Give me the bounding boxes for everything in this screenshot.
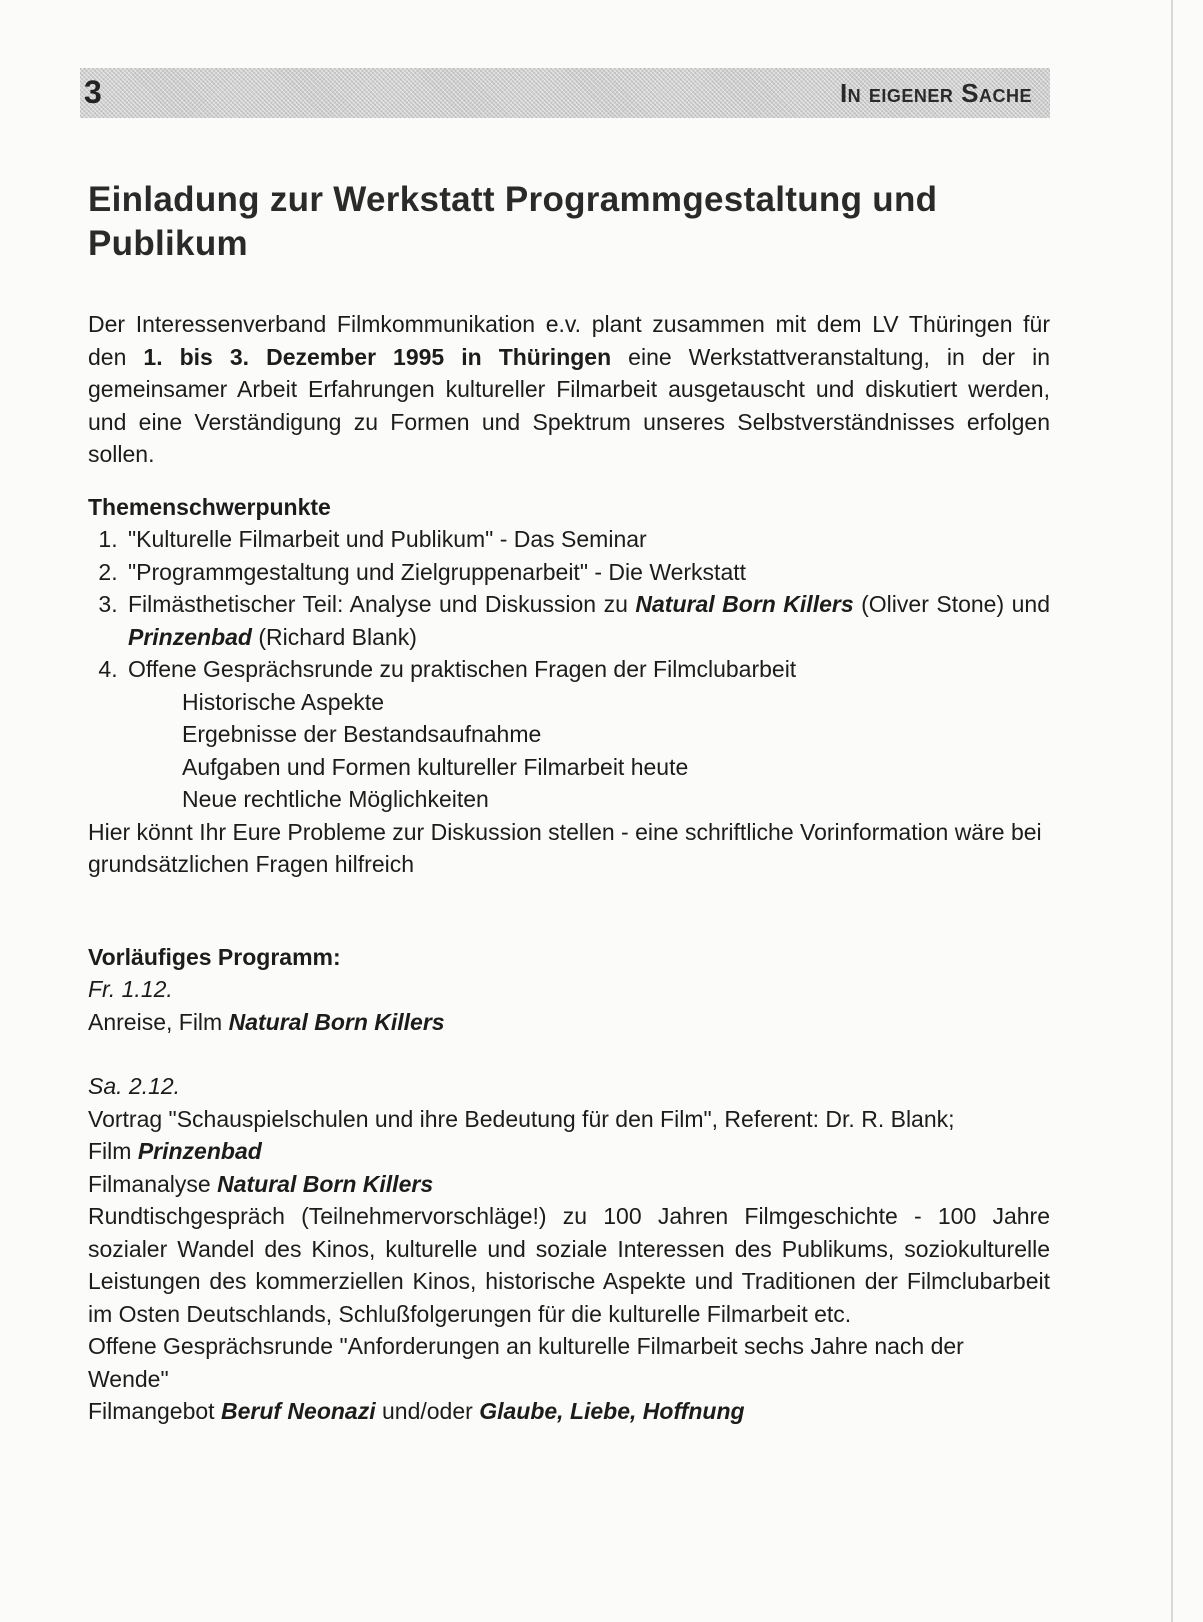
page-edge bbox=[1171, 0, 1173, 1622]
film-title-glaube-liebe-hoffnung: Glaube, Liebe, Hoffnung bbox=[479, 1398, 745, 1424]
article-title: Einladung zur Werkstatt Programmgestaltung und Publikum bbox=[88, 180, 938, 263]
theme-item-1-text: "Kulturelle Filmarbeit und Publikum" - Das Seminar bbox=[128, 526, 647, 552]
section-label: In eigener Sache bbox=[839, 78, 1032, 108]
program-day-saturday: Sa. 2.12. bbox=[88, 1073, 181, 1099]
saturday-open-round: Offene Gesprächsrunde "Anforderungen an kulturelle Filmarbeit sechs Jahre nach der Wende" bbox=[88, 1333, 964, 1392]
film-title-beruf-neonazi: Beruf Neonazi bbox=[220, 1398, 376, 1424]
intro-paragraph bbox=[88, 308, 1050, 471]
film-title-natural-born-killers: Natural Born Killers bbox=[217, 1170, 434, 1197]
film-offer-label: Filmangebot bbox=[88, 1398, 221, 1424]
program-heading: Vorläufiges Programm: bbox=[88, 943, 341, 970]
film-offer-conjunction: und/oder bbox=[375, 1398, 480, 1424]
film-title-prinzenbad: Prinzenbad bbox=[128, 623, 252, 650]
intro-date-bold: 1. bis 3. Dezember 1995 in Thüringen bbox=[143, 343, 612, 370]
spacer bbox=[88, 881, 1050, 941]
subitem: Neue rechtliche Möglichkeiten bbox=[182, 786, 489, 812]
spacer bbox=[88, 1038, 1050, 1070]
theme-item-2-text: "Programmgestaltung und Zielgruppenarbeit" - Die Werkstatt bbox=[128, 558, 747, 585]
saturday-film-label: Film bbox=[88, 1138, 138, 1164]
discussion-note: Hier könnt Ihr Eure Probleme zur Diskussion stellen - eine schriftliche Vorinformation wäre bei grundsätzlichen Fragen hilfreich bbox=[88, 818, 1042, 877]
intro-text-start: Der Interessenverband Filmkommunikation e.v. plant zusammen mit dem LV Thüringen für den bbox=[88, 311, 1050, 370]
intro-text-end: eine Werkstattveranstaltung, in der in gemeinsamer Arbeit Erfahrungen kultureller Filmarbeit ausgetauscht und diskutiert werden, und eine Verständigung zu Formen und Spektrum unseres Selbstverständnisses erfolgen sollen. bbox=[88, 343, 1050, 467]
page-number: 3 bbox=[84, 74, 102, 110]
theme-item-4-text: Offene Gesprächsrunde zu praktischen Fragen der Filmclubarbeit bbox=[128, 656, 797, 682]
saturday-film-line bbox=[88, 1135, 1050, 1168]
section-header-bar bbox=[80, 68, 1050, 118]
theme-item-2 bbox=[124, 556, 1050, 589]
subitem: Ergebnisse der Bestandsaufnahme bbox=[182, 721, 542, 747]
theme-item-3 bbox=[124, 588, 1050, 653]
themes-list bbox=[88, 523, 1050, 686]
film-title-natural-born-killers: Natural Born Killers bbox=[228, 1008, 445, 1035]
saturday-analysis-line bbox=[88, 1168, 1050, 1201]
film-title-natural-born-killers: Natural Born Killers bbox=[635, 591, 854, 617]
subitem: Aufgaben und Formen kultureller Filmarbeit heute bbox=[182, 753, 689, 780]
theme-4-subitems bbox=[88, 686, 1050, 816]
saturday-film-offer bbox=[88, 1395, 1050, 1428]
article-body bbox=[88, 178, 1050, 1428]
theme-item-4 bbox=[124, 653, 1050, 686]
theme-item-3-pre: Filmästhetischer Teil: Analyse und Diskussion zu bbox=[128, 591, 636, 617]
themes-heading: Themenschwerpunkte bbox=[88, 493, 331, 520]
subitem: Historische Aspekte bbox=[182, 688, 384, 715]
theme-item-3-mid: (Oliver Stone) und bbox=[853, 591, 1050, 617]
film-title-prinzenbad: Prinzenbad bbox=[137, 1138, 262, 1164]
friday-arrival-text: Anreise, Film bbox=[88, 1008, 229, 1035]
saturday-lecture: Vortrag "Schauspielschulen und ihre Bedeutung für den Film", Referent: Dr. R. Blank; bbox=[88, 1105, 955, 1132]
program-day-friday: Fr. 1.12. bbox=[88, 976, 173, 1002]
theme-item-3-post: (Richard Blank) bbox=[251, 623, 417, 650]
friday-arrival-line bbox=[88, 1006, 1050, 1039]
saturday-roundtable: Rundtischgespräch (Teilnehmervorschläge!) zu 100 Jahren Filmgeschichte - 100 Jahre sozialer Wandel des Kinos, kulturelle und soziale Interessen des Publikums, soziokulturelle Leistungen des kommerziellen Kinos, historische Aspekte und Traditionen der Filmclubarbeit im Osten Deutschlands, Schlußfolgerungen für die kulturelle Filmarbeit etc. bbox=[88, 1203, 1050, 1327]
theme-item-1 bbox=[124, 523, 1050, 556]
saturday-analysis-label: Filmanalyse bbox=[88, 1170, 218, 1197]
